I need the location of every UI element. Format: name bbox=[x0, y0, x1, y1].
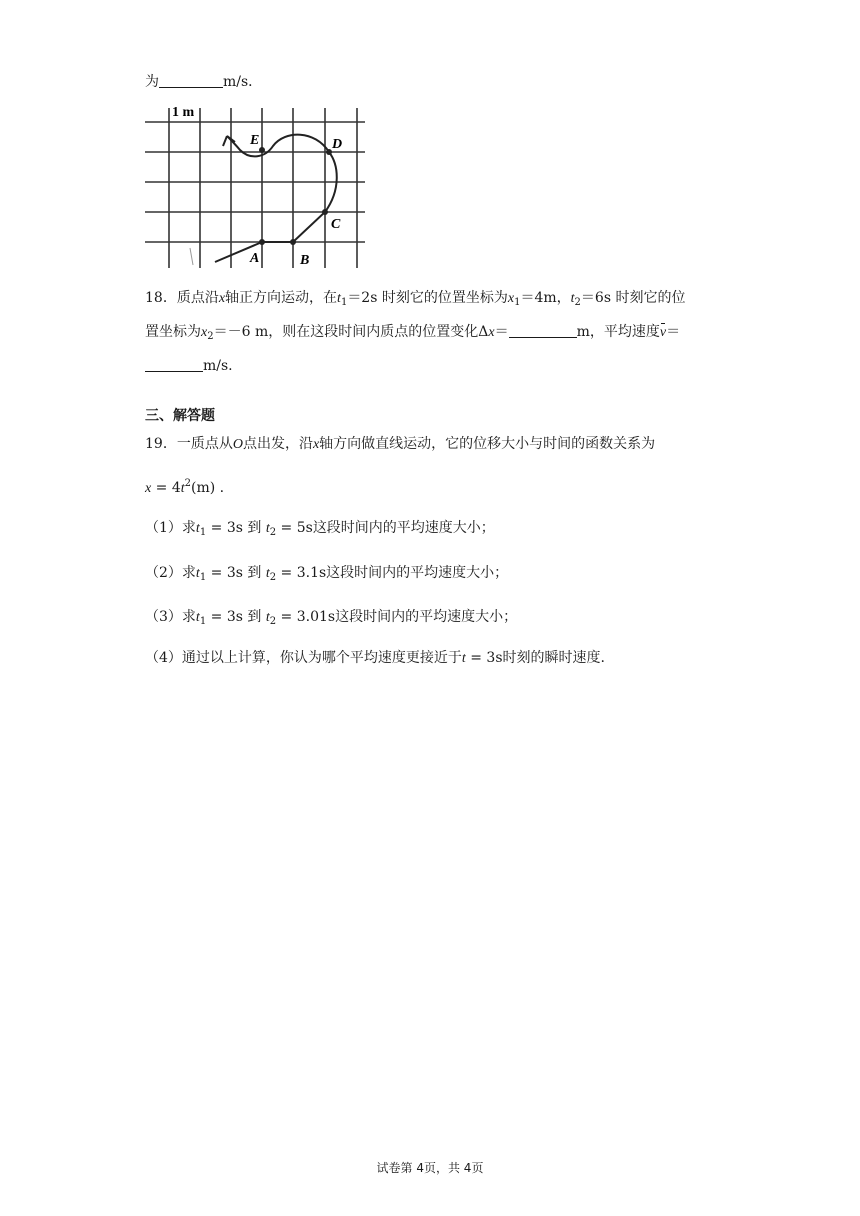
answer-blank-v[interactable] bbox=[145, 357, 203, 372]
answer-blank[interactable] bbox=[159, 73, 223, 88]
page-footer: 试卷第 4页，共 4页 bbox=[376, 1161, 484, 1175]
q19-part-2: （2）求$t_1 = 3s$ 到 $t_2 = 3.1s$这段时间内的平均速度大小； bbox=[145, 565, 509, 583]
trajectory-path bbox=[215, 135, 337, 262]
label-a: A bbox=[250, 251, 260, 266]
q19-intro: 19．一质点从O点出发，沿x轴方向做直线运动，它的位移大小与时间的函数关系为 bbox=[145, 436, 656, 452]
q19-formula: $x = 4t^2(m)$ . bbox=[145, 478, 225, 496]
point-a bbox=[259, 239, 265, 245]
q18-line-2: 置坐标为$x_2=-6$ m，则在这段时间内质点的位置变化Δx＝ m，平均速度v＝ bbox=[145, 324, 681, 342]
point-c bbox=[322, 209, 328, 215]
q19-part-3: （3）求$t_1 = 3s$ 到 $t_2 = 3.01s$这段时间内的平均速度大小； bbox=[145, 609, 518, 627]
scale-label: 1 m bbox=[172, 105, 195, 120]
q19-part-4: （4）通过以上计算，你认为哪个平均速度更接近于t = 3s时刻的瞬时速度. bbox=[145, 650, 605, 666]
q19-part-1: （1）求$t_1 = 3s$ 到 $t_2 = 5s$这段时间内的平均速度大小； bbox=[145, 520, 495, 538]
q18-line-1: 18．质点沿x轴正方向运动，在$t_1=2s$ 时刻它的位置坐标为$x_1=4m$，$t_2=6s$ 时刻它的位 bbox=[145, 290, 686, 308]
avg-velocity-symbol: v bbox=[660, 323, 666, 343]
label-d: D bbox=[332, 137, 343, 152]
q18-line-3: m/s. bbox=[145, 356, 233, 376]
answer-blank-dx[interactable] bbox=[509, 323, 577, 338]
point-b bbox=[290, 239, 296, 245]
point-e bbox=[259, 147, 265, 153]
q17-answer-line: 为 m/s． bbox=[145, 74, 263, 90]
label-c: C bbox=[331, 217, 341, 232]
trajectory-grid-figure bbox=[145, 100, 370, 275]
label-b: B bbox=[300, 253, 310, 268]
section-title: 三、解答题 bbox=[145, 408, 215, 424]
label-e: E bbox=[250, 133, 260, 148]
